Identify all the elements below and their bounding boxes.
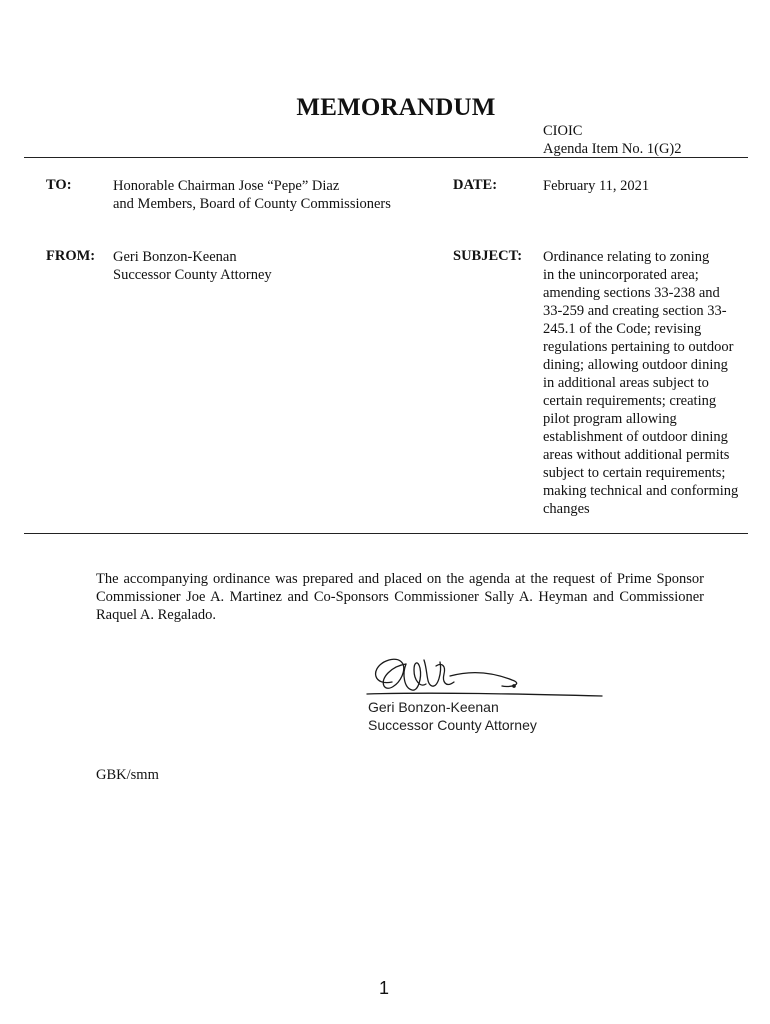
body-paragraph: The accompanying ordinance was prepared and placed on the agenda at the request of Prime Sponsor Commissioner Joe A. Martinez and Co-Sponsors Commissioner Sally A. Heyman and Commissioner Raquel A. Regalado. [96, 571, 704, 623]
subject-label: SUBJECT: [453, 248, 523, 264]
signatory-title: Successor County Attorney [368, 717, 537, 733]
reference-initials: GBK/smm [96, 767, 159, 783]
signatory-name: Geri Bonzon-Keenan [368, 699, 499, 715]
page-number: 1 [379, 978, 390, 998]
from-line-1: Geri Bonzon-Keenan [113, 249, 237, 265]
to-line-1: Honorable Chairman Jose “Pepe” Diaz [113, 178, 340, 194]
from-label: FROM: [46, 248, 96, 264]
header-divider [24, 157, 748, 158]
signature-block [368, 698, 537, 734]
subject-divider [24, 533, 748, 534]
meta-code: CIOIC [543, 123, 583, 139]
from-line-2: Successor County Attorney [113, 267, 272, 283]
handwritten-signature [362, 652, 607, 702]
to-label: TO: [46, 177, 72, 193]
subject-text: Ordinance relating to zoning in the unincorporated area; amending sections 33-238 and 33-259 and creating section 33- 245.1 of the Code; revising regulations pertaining to outdoor dining; allowing outdoor dining in additional areas subject to certain requirements; creating pilot program allowing establishment of outdoor dining areas without additional permits subject to certain requirements; making technical and conforming changes [543, 249, 739, 517]
to-line-2: and Members, Board of County Commissioners [113, 196, 391, 212]
agenda-item-number: Agenda Item No. 1(G)2 [543, 141, 682, 157]
date-label: DATE: [453, 177, 498, 193]
memo-title: MEMORANDUM [296, 94, 496, 121]
agenda-meta [543, 122, 682, 158]
date-value: February 11, 2021 [543, 178, 650, 194]
to-recipient [113, 177, 391, 213]
from-sender [113, 248, 272, 284]
